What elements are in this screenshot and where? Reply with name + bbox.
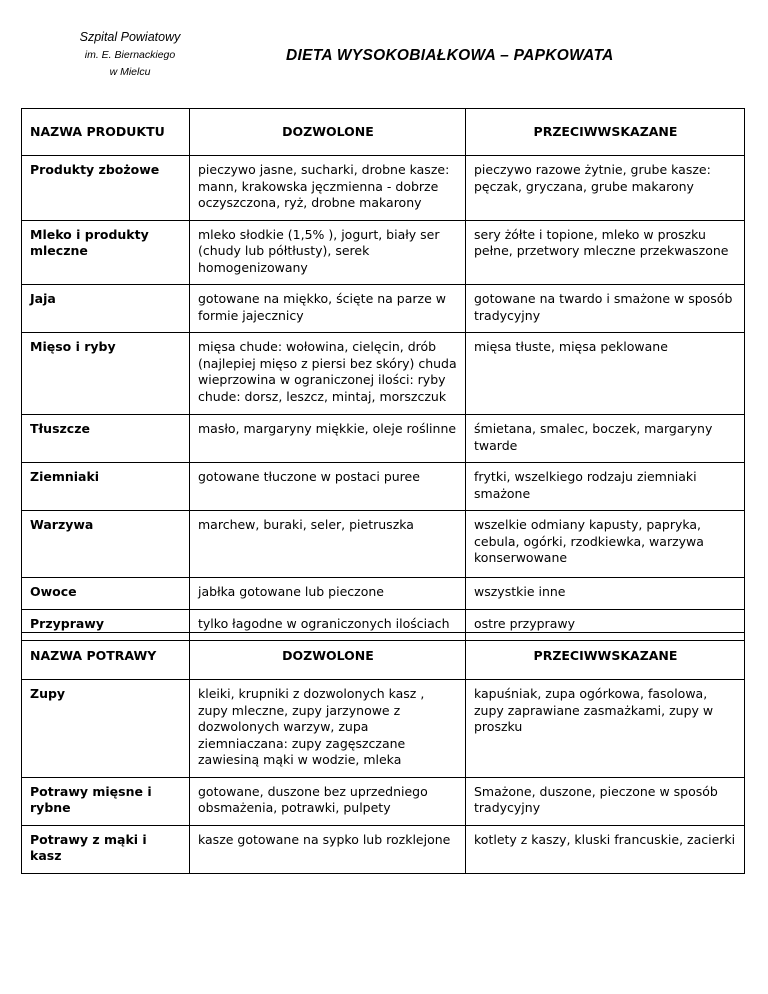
header-product-name: NAZWA PRODUKTU [22, 109, 190, 156]
product-name: Warzywa [22, 511, 190, 578]
forbidden-cell: wszystkie inne [466, 578, 745, 610]
table-row [22, 777, 745, 825]
hospital-name: Szpital Powiatowy [79, 30, 181, 44]
allowed-cell: jabłka gotowane lub pieczone [190, 578, 466, 610]
table-row [22, 285, 745, 333]
forbidden-cell: mięsa tłuste, mięsa peklowane [466, 333, 745, 415]
forbidden-cell: Smażone, duszone, pieczone w sposób tradycyjny [466, 777, 745, 825]
allowed-cell: gotowane, duszone bez uprzedniego obsmażenia, potrawki, pulpety [190, 777, 466, 825]
products-table [21, 108, 745, 641]
table-header-row [22, 109, 745, 156]
table-row [22, 333, 745, 415]
forbidden-cell: gotowane na twardo i smażone w sposób tradycyjny [466, 285, 745, 333]
forbidden-cell: frytki, wszelkiego rodzaju ziemniaki smażone [466, 463, 745, 511]
table-row [22, 415, 745, 463]
forbidden-cell: pieczywo razowe żytnie, grube kasze: pęczak, gryczana, grube makarony [466, 156, 745, 221]
allowed-cell: mleko słodkie (1,5% ), jogurt, biały ser (chudy lub półtłusty), serek homogenizowany [190, 220, 466, 285]
header-allowed: DOZWOLONE [190, 109, 466, 156]
product-name: Produkty zbożowe [22, 156, 190, 221]
table-row [22, 578, 745, 610]
dishes-table [21, 632, 745, 874]
header-forbidden: PRZECIWWSKAZANE [466, 633, 745, 680]
allowed-cell: tylko łagodne w ograniczonych ilościach [190, 609, 466, 641]
document-title: DIETA WYSOKOBIAŁKOWA – PAPKOWATA [286, 47, 614, 64]
table-row [22, 680, 745, 778]
forbidden-cell: wszelkie odmiany kapusty, papryka, cebula, ogórki, rzodkiewka, warzywa konserwowane [466, 511, 745, 578]
hospital-city: w Mielcu [109, 65, 151, 78]
header-dish-name: NAZWA POTRAWY [22, 633, 190, 680]
allowed-cell: marchew, buraki, seler, pietruszka [190, 511, 466, 578]
allowed-cell: gotowane tłuczone w postaci puree [190, 463, 466, 511]
forbidden-cell: śmietana, smalec, boczek, margaryny twarde [466, 415, 745, 463]
table-row [22, 220, 745, 285]
table-row [22, 825, 745, 873]
forbidden-cell: ostre przyprawy [466, 609, 745, 641]
product-name: Mleko i produkty mleczne [22, 220, 190, 285]
allowed-cell: gotowane na miękko, ścięte na parze w formie jajecznicy [190, 285, 466, 333]
product-name: Tłuszcze [22, 415, 190, 463]
allowed-cell: pieczywo jasne, sucharki, drobne kasze: mann, krakowska jęczmienna - dobrze oczyszczona, ryż, drobne makarony [190, 156, 466, 221]
allowed-cell: mięsa chude: wołowina, cielęcin, drób (najlepiej mięso z piersi bez skóry) chuda wieprzowina w ograniczonej ilości: ryby chude: dorsz, leszcz, mintaj, morszczuk [190, 333, 466, 415]
forbidden-cell: kotlety z kaszy, kluski francuskie, zacierki [466, 825, 745, 873]
dish-name: Potrawy z mąki i kasz [22, 825, 190, 873]
allowed-cell: kasze gotowane na sypko lub rozklejone [190, 825, 466, 873]
header-allowed: DOZWOLONE [190, 633, 466, 680]
product-name: Ziemniaki [22, 463, 190, 511]
dish-name: Zupy [22, 680, 190, 778]
forbidden-cell: kapuśniak, zupa ogórkowa, fasolowa, zupy zaprawiane zasmażkami, zupy w proszku [466, 680, 745, 778]
product-name: Przyprawy [22, 609, 190, 641]
dish-name: Potrawy mięsne i rybne [22, 777, 190, 825]
header-forbidden: PRZECIWWSKAZANE [466, 109, 745, 156]
product-name: Owoce [22, 578, 190, 610]
product-name: Mięso i ryby [22, 333, 190, 415]
allowed-cell: kleiki, krupniki z dozwolonych kasz , zupy mleczne, zupy jarzynowe z dozwolonych warzyw, zupa ziemniaczana: zupy zagęszczane zawiesiną mąki w wodzie, mleka [190, 680, 466, 778]
allowed-cell: masło, margaryny miękkie, oleje roślinne [190, 415, 466, 463]
forbidden-cell: sery żółte i topione, mleko w proszku pełne, przetwory mleczne przekwaszone [466, 220, 745, 285]
table-header-row [22, 633, 745, 680]
table-row [22, 463, 745, 511]
table-row [22, 156, 745, 221]
product-name: Jaja [22, 285, 190, 333]
hospital-header [60, 28, 200, 80]
hospital-patron: im. E. Biernackiego [84, 49, 176, 62]
table-row [22, 511, 745, 578]
